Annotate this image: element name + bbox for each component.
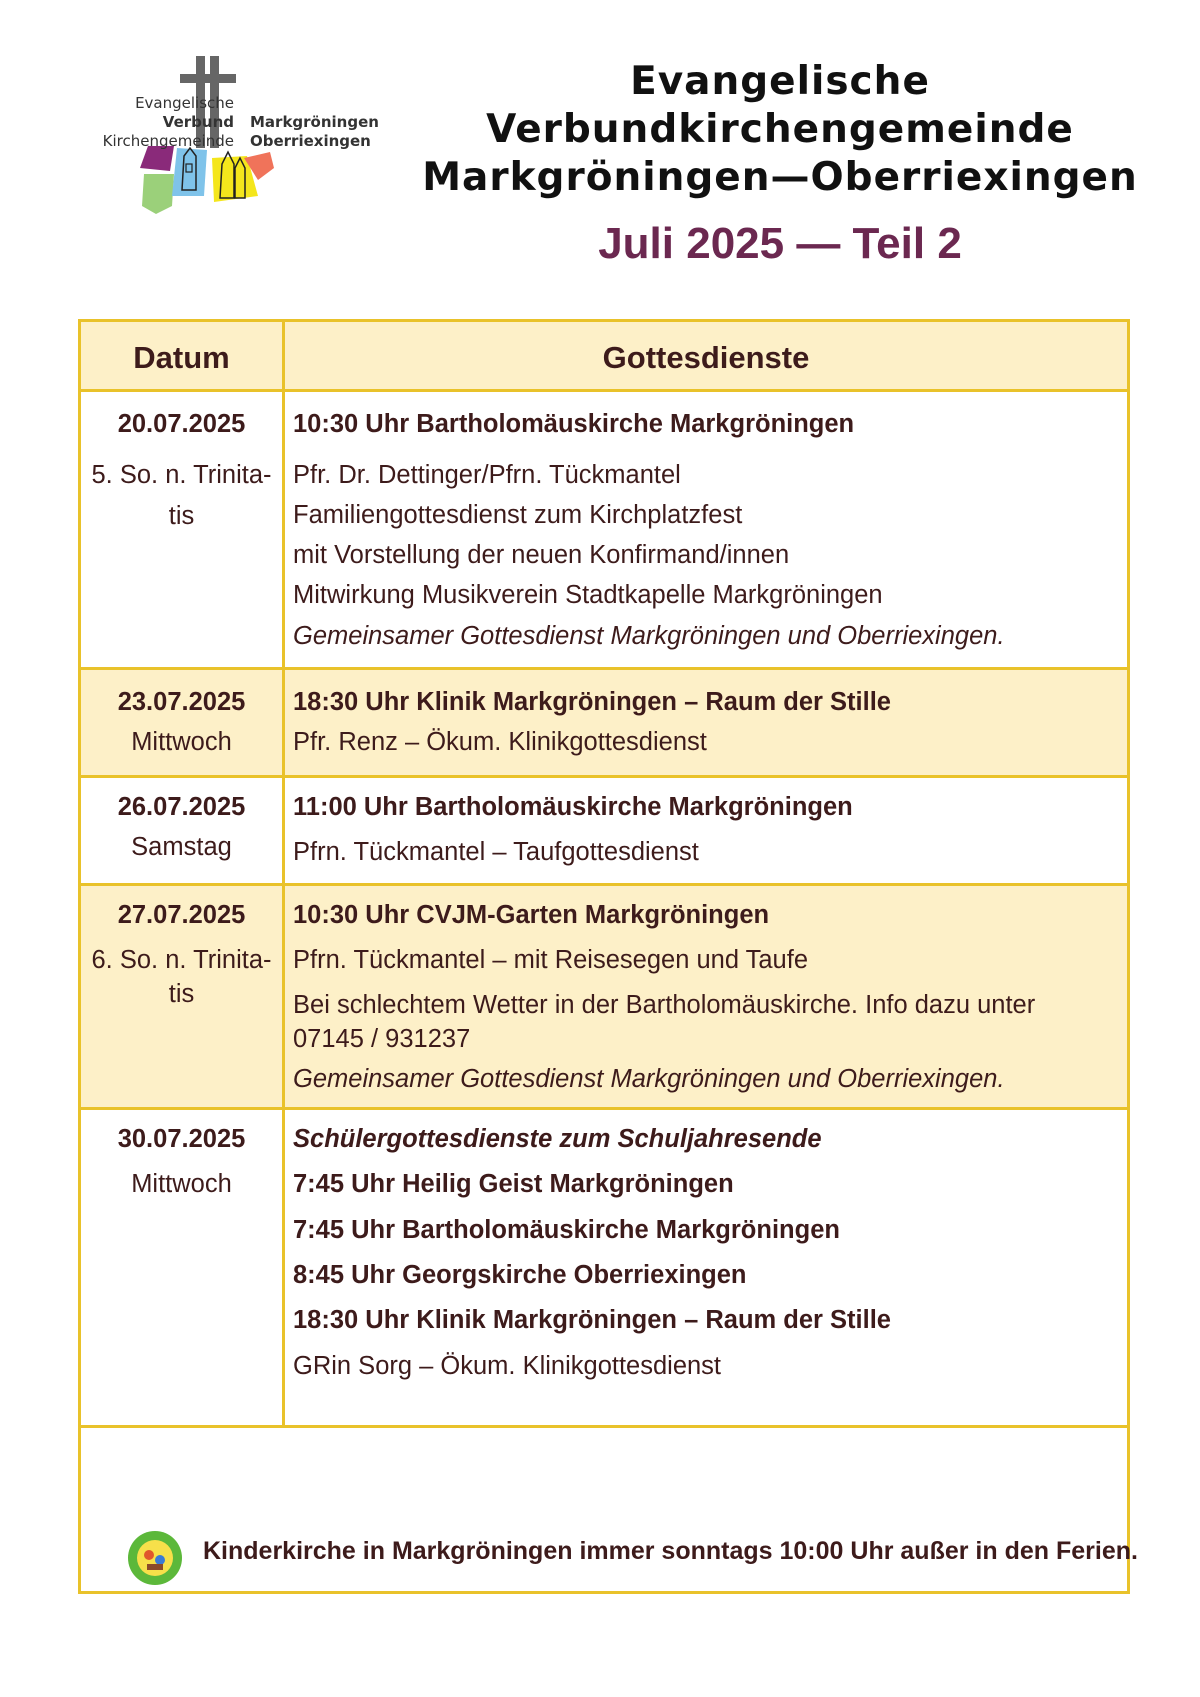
page-title-line-3: Markgröningen—Oberriexingen (422, 155, 1138, 200)
service-line: Gemeinsamer Gottesdienst Markgröningen und Oberriexingen. (293, 1065, 1005, 1093)
service-cell (285, 392, 1127, 667)
kinderkirche-icon (127, 1530, 183, 1586)
service-line: Pfrn. Tückmantel – Taufgottesdienst (293, 838, 699, 866)
logo-text-kirchengemeinde: Kirchengemeinde (102, 132, 234, 150)
date-text: 20.07.2025 (117, 410, 246, 438)
service-line: 8:45 Uhr Georgskirche Oberriexingen (293, 1261, 747, 1289)
page-title-block (420, 58, 1140, 272)
day-text: 5. So. n. Trinita- (91, 461, 272, 489)
table-row (81, 886, 1127, 1110)
service-line: 10:30 Uhr CVJM-Garten Markgröningen (293, 901, 770, 929)
service-line: Schülergottesdienste zum Schuljahresende (293, 1125, 822, 1153)
date-cell (81, 670, 285, 775)
day-text: Mittwoch (131, 1170, 232, 1198)
day-text: tis (168, 980, 195, 1008)
service-cell (285, 1110, 1127, 1425)
table-row (81, 392, 1127, 670)
page-title-line-1: Evangelische (630, 59, 930, 104)
logo-text-verbund: Verbund (162, 113, 234, 131)
column-header-datum: Datum (133, 340, 230, 375)
service-line: Gemeinsamer Gottesdienst Markgröningen und Oberriexingen. (293, 622, 1005, 650)
service-cell (285, 886, 1127, 1107)
logo-text-evangelische: Evangelische (135, 94, 234, 112)
table-row (81, 670, 1127, 778)
header-cell-services (285, 322, 1127, 389)
date-text: 23.07.2025 (117, 688, 246, 716)
date-cell (81, 1110, 285, 1425)
logo-text-markgroeningen: Markgröningen (250, 113, 379, 131)
date-text: 30.07.2025 (117, 1125, 246, 1153)
service-line: Pfrn. Tückmantel – mit Reisesegen und Taufe (293, 946, 809, 974)
logo-text-oberriexingen: Oberriexingen (250, 132, 371, 150)
service-line: 11:00 Uhr Bartholomäuskirche Markgröningen (293, 793, 853, 821)
service-line: Familiengottesdienst zum Kirchplatzfest (293, 501, 743, 529)
service-line: Mitwirkung Musikverein Stadtkapelle Markgröningen (293, 581, 883, 609)
table-row (81, 778, 1127, 886)
date-text: 27.07.2025 (117, 901, 246, 929)
service-line: mit Vorstellung der neuen Konfirmand/innen (293, 541, 790, 569)
date-cell (81, 778, 285, 883)
date-cell (81, 392, 285, 667)
service-line: 18:30 Uhr Klinik Markgröningen – Raum der Stille (293, 688, 891, 716)
page-title-line-2: Verbundkirchengemeinde (486, 107, 1074, 152)
service-line: GRin Sorg – Ökum. Klinikgottesdienst (293, 1352, 722, 1380)
page-subtitle: Juli 2025 — Teil 2 (598, 219, 962, 268)
header-cell-date (81, 322, 285, 389)
service-line: Pfr. Renz – Ökum. Klinikgottesdienst (293, 728, 707, 756)
service-line: 10:30 Uhr Bartholomäuskirche Markgröningen (293, 410, 855, 438)
service-line: 7:45 Uhr Bartholomäuskirche Markgröningen (293, 1216, 840, 1244)
service-line: 18:30 Uhr Klinik Markgröningen – Raum der Stille (293, 1306, 891, 1334)
service-line: Bei schlechtem Wetter in der Bartholomäuskirche. Info dazu unter (293, 991, 1036, 1019)
date-cell (81, 886, 285, 1107)
day-text: Samstag (131, 833, 232, 861)
service-line: 7:45 Uhr Heilig Geist Markgröningen (293, 1170, 734, 1198)
schedule-table (78, 319, 1138, 1594)
church-logo (62, 56, 379, 231)
service-line: Pfr. Dr. Dettinger/Pfrn. Tückmantel (293, 461, 681, 489)
service-line: 07145 / 931237 (293, 1025, 471, 1053)
service-cell (285, 778, 1127, 883)
footer-row (81, 1517, 1138, 1591)
table-row (81, 1110, 1127, 1428)
day-text: Mittwoch (131, 728, 232, 756)
day-text: 6. So. n. Trinita- (91, 946, 272, 974)
table-header-row (81, 322, 1127, 392)
day-text: tis (168, 502, 195, 530)
kinderkirche-note: Kinderkirche in Markgröningen immer sonntags 10:00 Uhr außer in den Ferien. (203, 1537, 1138, 1565)
column-header-gottesdienste: Gottesdienste (602, 340, 810, 375)
date-text: 26.07.2025 (117, 793, 246, 821)
service-cell (285, 670, 1127, 775)
